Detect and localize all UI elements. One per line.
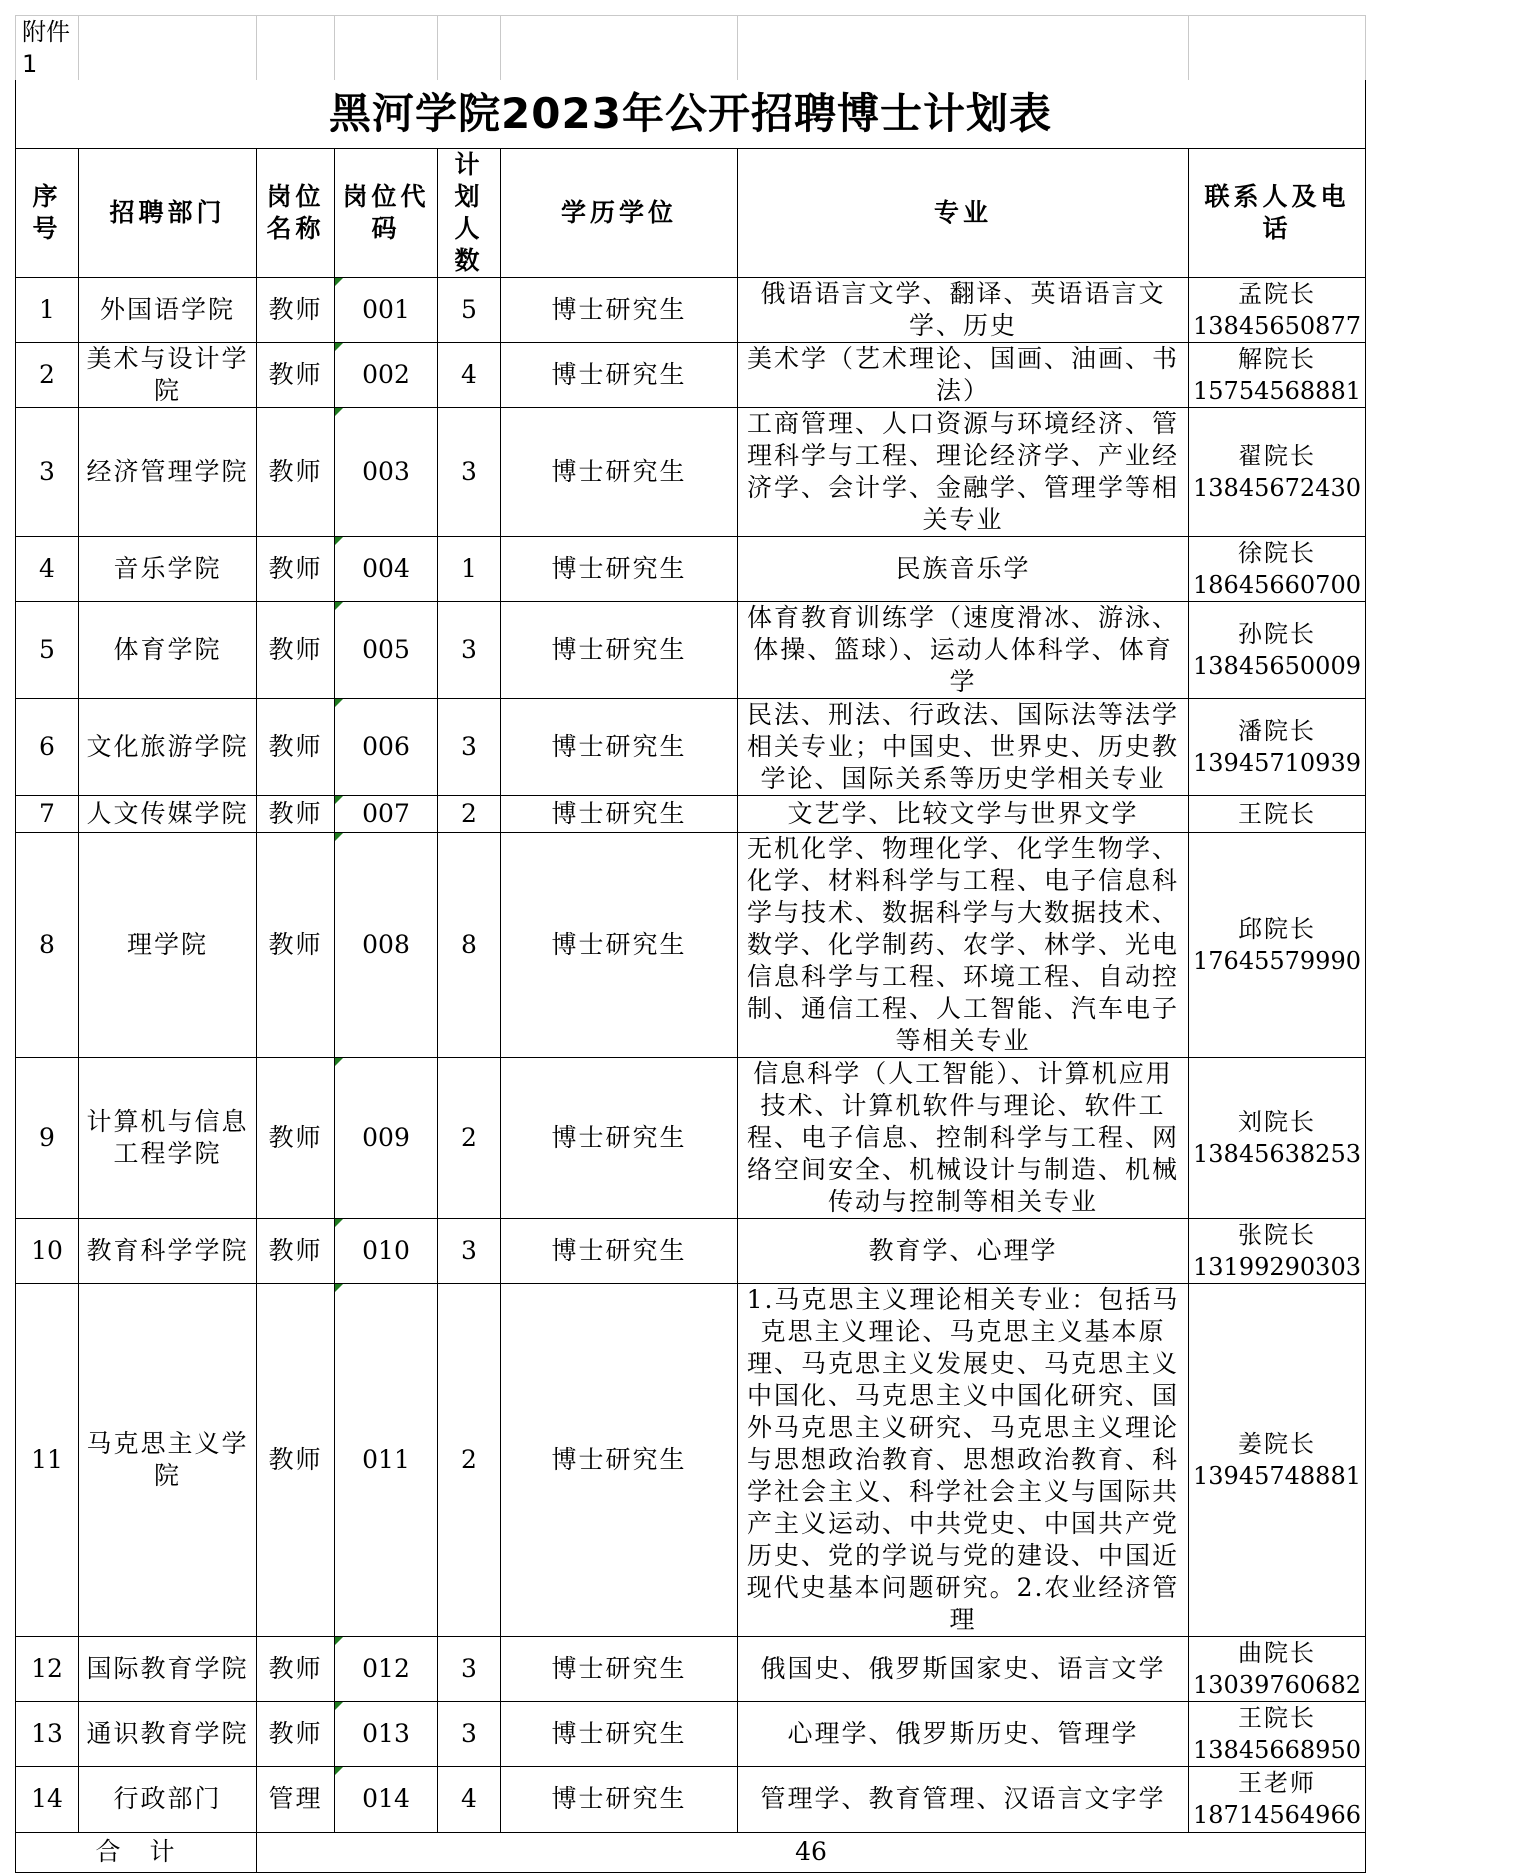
cell-marker-icon	[335, 1219, 343, 1227]
cell-index: 5	[16, 601, 79, 698]
cell-plan-count: 8	[438, 832, 501, 1057]
cell-major: 教育学、心理学	[738, 1218, 1189, 1283]
cell-position-code-text: 010	[362, 1235, 410, 1265]
cell-index: 3	[16, 407, 79, 536]
cell-index: 4	[16, 536, 79, 601]
cell-major: 信息科学（人工智能）、计算机应用技术、计算机软件与理论、软件工程、电子信息、控制科学与工程、网络空间安全、机械设计与制造、机械传动与控制等相关专业	[738, 1057, 1189, 1218]
cell-marker-icon	[335, 833, 343, 841]
cell-position-code	[335, 1218, 438, 1283]
cell-contact	[1189, 342, 1366, 407]
table-row	[16, 1057, 1366, 1218]
cell-position-name: 教师	[257, 1218, 335, 1283]
cell-education: 博士研究生	[501, 1766, 738, 1832]
cell-position-code-text: 003	[362, 456, 410, 486]
contact-phone: 18645660700	[1193, 570, 1361, 599]
cell-index: 9	[16, 1057, 79, 1218]
cell-marker-icon	[335, 278, 343, 286]
cell-department: 行政部门	[79, 1766, 257, 1832]
cell-contact	[1189, 1636, 1366, 1701]
cell-plan-count: 3	[438, 1636, 501, 1701]
attachment-label: 附件1	[16, 16, 79, 81]
cell-major: 心理学、俄罗斯历史、管理学	[738, 1701, 1189, 1766]
cell-index: 2	[16, 342, 79, 407]
cell-position-code-text: 001	[362, 294, 410, 324]
contact-name: 刘院长	[1238, 1107, 1316, 1136]
table-row	[16, 277, 1366, 342]
contact-name: 王老师	[1238, 1769, 1316, 1797]
cell-position-code-text: 013	[362, 1718, 410, 1748]
cell-education: 博士研究生	[501, 601, 738, 698]
cell-contact	[1189, 1218, 1366, 1283]
cell-position-code-text: 014	[362, 1784, 410, 1813]
header-contact: 联系人及电话	[1189, 148, 1366, 277]
contact-name: 曲院长	[1238, 1638, 1316, 1667]
contact-phone: 17645579990	[1193, 946, 1361, 975]
table-row	[16, 407, 1366, 536]
contact-name: 邱院长	[1238, 914, 1316, 943]
contact-name: 姜院长	[1238, 1429, 1316, 1458]
cell-index: 7	[16, 795, 79, 832]
cell-position-name: 教师	[257, 1283, 335, 1636]
cell-position-name: 教师	[257, 601, 335, 698]
cell-contact	[1189, 795, 1366, 832]
cell-position-code-text: 008	[362, 929, 410, 959]
cell-position-name: 教师	[257, 832, 335, 1057]
cell-major: 无机化学、物理化学、化学生物学、化学、材料科学与工程、电子信息科学与技术、数据科学与大数据技术、数学、化学制药、农学、林学、光电信息科学与工程、环境工程、自动控制、通信工程、人工智能、汽车电子等相关专业	[738, 832, 1189, 1057]
cell-position-code-text: 012	[362, 1653, 410, 1683]
cell-department: 计算机与信息工程学院	[79, 1057, 257, 1218]
contact-name: 翟院长	[1238, 441, 1316, 470]
cell-position-code	[335, 277, 438, 342]
header-education: 学历学位	[501, 148, 738, 277]
cell-position-code	[335, 601, 438, 698]
cell-position-name: 教师	[257, 1057, 335, 1218]
cell-marker-icon	[335, 796, 343, 804]
cell-position-code	[335, 1283, 438, 1636]
cell-education: 博士研究生	[501, 1057, 738, 1218]
cell-position-code	[335, 342, 438, 407]
contact-phone: 15754568881	[1193, 376, 1361, 405]
cell-position-code	[335, 407, 438, 536]
cell-plan-count: 3	[438, 407, 501, 536]
cell-position-code-text: 002	[362, 359, 410, 389]
recruitment-sheet	[15, 15, 1366, 1873]
cell-index: 1	[16, 277, 79, 342]
table-row	[16, 1701, 1366, 1766]
total-value: 46	[257, 1832, 1366, 1872]
cell-marker-icon	[335, 1637, 343, 1645]
table-row	[16, 601, 1366, 698]
cell-major: 民法、刑法、行政法、国际法等法学相关专业；中国史、世界史、历史教学论、国际关系等历史学相关专业	[738, 698, 1189, 795]
table-row	[16, 795, 1366, 832]
cell-position-name: 教师	[257, 698, 335, 795]
recruitment-table	[15, 15, 1366, 1873]
cell-plan-count: 4	[438, 342, 501, 407]
cell-plan-count: 2	[438, 1283, 501, 1636]
cell-index: 6	[16, 698, 79, 795]
cell-marker-icon	[335, 1284, 343, 1292]
table-row	[16, 698, 1366, 795]
total-label: 合 计	[16, 1832, 257, 1872]
cell-contact	[1189, 1283, 1366, 1636]
cell-major: 体育教育训练学（速度滑冰、游泳、体操、篮球）、运动人体科学、体育学	[738, 601, 1189, 698]
cell-marker-icon	[335, 343, 343, 351]
total-row	[16, 1832, 1366, 1872]
cell-index: 14	[16, 1766, 79, 1832]
cell-department: 教育科学学院	[79, 1218, 257, 1283]
cell-plan-count: 3	[438, 698, 501, 795]
cell-position-code	[335, 1636, 438, 1701]
cell-education: 博士研究生	[501, 277, 738, 342]
contact-name: 王院长	[1238, 799, 1316, 828]
cell-department: 理学院	[79, 832, 257, 1057]
contact-phone: 13845672430	[1193, 473, 1361, 502]
table-row	[16, 1283, 1366, 1636]
cell-plan-count: 2	[438, 795, 501, 832]
header-position-name: 岗位名称	[257, 148, 335, 277]
cell-department: 音乐学院	[79, 536, 257, 601]
cell-marker-icon	[335, 408, 343, 416]
cell-department: 人文传媒学院	[79, 795, 257, 832]
contact-name: 孙院长	[1238, 619, 1316, 648]
cell-education: 博士研究生	[501, 1218, 738, 1283]
cell-marker-icon	[335, 537, 343, 545]
cell-department: 体育学院	[79, 601, 257, 698]
cell-contact	[1189, 407, 1366, 536]
contact-phone: 13845668950	[1193, 1735, 1361, 1764]
contact-phone: 13845650009	[1193, 651, 1361, 680]
table-row	[16, 536, 1366, 601]
cell-department: 国际教育学院	[79, 1636, 257, 1701]
cell-plan-count: 3	[438, 1701, 501, 1766]
contact-phone: 13199290303	[1193, 1252, 1361, 1281]
table-row	[16, 1636, 1366, 1701]
cell-department: 经济管理学院	[79, 407, 257, 536]
cell-marker-icon	[335, 1702, 343, 1710]
contact-name: 潘院长	[1238, 716, 1316, 745]
cell-position-name: 教师	[257, 1636, 335, 1701]
cell-position-name: 教师	[257, 795, 335, 832]
cell-index: 8	[16, 832, 79, 1057]
contact-name: 解院长	[1238, 344, 1316, 373]
contact-phone: 13945710939	[1193, 748, 1361, 777]
cell-plan-count: 4	[438, 1766, 501, 1832]
contact-name: 孟院长	[1238, 279, 1316, 308]
cell-contact	[1189, 1766, 1366, 1832]
cell-position-code-text: 005	[362, 634, 410, 664]
cell-position-name: 教师	[257, 342, 335, 407]
cell-index: 13	[16, 1701, 79, 1766]
cell-major: 1.马克思主义理论相关专业：包括马克思主义理论、马克思主义基本原理、马克思主义发展史、马克思主义中国化、马克思主义中国化研究、国外马克思主义研究、马克思主义理论与思想政治教育、思想政治教育、科学社会主义、科学社会主义与国际共产主义运动、中共党史、中国共产党历史、党的学说与党的建设、中国近现代史基本问题研究。2.农业经济管理	[738, 1283, 1189, 1636]
cell-contact	[1189, 832, 1366, 1057]
cell-major: 美术学（艺术理论、国画、油画、书法）	[738, 342, 1189, 407]
cell-position-code	[335, 1057, 438, 1218]
cell-contact	[1189, 601, 1366, 698]
cell-position-code	[335, 698, 438, 795]
cell-education: 博士研究生	[501, 407, 738, 536]
cell-position-code-text: 004	[362, 553, 410, 583]
cell-education: 博士研究生	[501, 795, 738, 832]
cell-position-code-text: 011	[362, 1444, 410, 1474]
cell-contact	[1189, 1057, 1366, 1218]
cell-plan-count: 2	[438, 1057, 501, 1218]
cell-marker-icon	[335, 1767, 343, 1775]
cell-education: 博士研究生	[501, 1701, 738, 1766]
contact-name: 王院长	[1238, 1703, 1316, 1732]
cell-major: 工商管理、人口资源与环境经济、管理科学与工程、理论经济学、产业经济学、会计学、金融学、管理学等相关专业	[738, 407, 1189, 536]
cell-position-code	[335, 1701, 438, 1766]
table-row	[16, 1766, 1366, 1832]
contact-name: 徐院长	[1238, 538, 1316, 567]
contact-phone: 18714564966	[1193, 1801, 1361, 1829]
cell-department: 通识教育学院	[79, 1701, 257, 1766]
cell-position-name: 教师	[257, 1701, 335, 1766]
header-department: 招聘部门	[79, 148, 257, 277]
cell-position-code	[335, 536, 438, 601]
cell-education: 博士研究生	[501, 342, 738, 407]
title-row	[16, 80, 1366, 148]
cell-marker-icon	[335, 602, 343, 610]
contact-phone: 13039760682	[1193, 1670, 1361, 1699]
contact-name: 张院长	[1238, 1220, 1316, 1249]
cell-contact	[1189, 536, 1366, 601]
table-row	[16, 1218, 1366, 1283]
cell-contact	[1189, 698, 1366, 795]
cell-plan-count: 1	[438, 536, 501, 601]
table-row	[16, 342, 1366, 407]
cell-position-name: 教师	[257, 536, 335, 601]
cell-education: 博士研究生	[501, 832, 738, 1057]
table-row	[16, 832, 1366, 1057]
cell-position-name: 教师	[257, 407, 335, 536]
cell-department: 马克思主义学院	[79, 1283, 257, 1636]
cell-plan-count: 3	[438, 601, 501, 698]
cell-marker-icon	[335, 699, 343, 707]
cell-major: 民族音乐学	[738, 536, 1189, 601]
contact-phone: 13845650877	[1193, 311, 1361, 340]
cell-position-code-text: 007	[362, 798, 410, 828]
cell-department: 文化旅游学院	[79, 698, 257, 795]
cell-education: 博士研究生	[501, 1283, 738, 1636]
contact-phone: 13945748881	[1193, 1461, 1361, 1490]
cell-position-code-text: 006	[362, 731, 410, 761]
page-title: 黑河学院2023年公开招聘博士计划表	[16, 80, 1366, 148]
cell-index: 10	[16, 1218, 79, 1283]
header-index: 序号	[16, 148, 79, 277]
cell-plan-count: 5	[438, 277, 501, 342]
cell-position-code	[335, 1766, 438, 1832]
cell-contact	[1189, 1701, 1366, 1766]
cell-major: 管理学、教育管理、汉语言文字学	[738, 1766, 1189, 1832]
cell-marker-icon	[335, 1058, 343, 1066]
header-position-code: 岗位代码	[335, 148, 438, 277]
cell-index: 12	[16, 1636, 79, 1701]
attachment-row	[16, 16, 1366, 81]
cell-department: 外国语学院	[79, 277, 257, 342]
header-row	[16, 148, 1366, 277]
cell-education: 博士研究生	[501, 698, 738, 795]
cell-position-name: 教师	[257, 277, 335, 342]
cell-position-code	[335, 795, 438, 832]
cell-contact	[1189, 277, 1366, 342]
cell-major: 俄国史、俄罗斯国家史、语言文学	[738, 1636, 1189, 1701]
cell-major: 文艺学、比较文学与世界文学	[738, 795, 1189, 832]
cell-education: 博士研究生	[501, 1636, 738, 1701]
cell-plan-count: 3	[438, 1218, 501, 1283]
cell-position-code-text: 009	[362, 1122, 410, 1152]
cell-position-code	[335, 832, 438, 1057]
cell-department: 美术与设计学院	[79, 342, 257, 407]
header-major: 专业	[738, 148, 1189, 277]
cell-index: 11	[16, 1283, 79, 1636]
header-plan-count: 计划人数	[438, 148, 501, 277]
cell-position-name: 管理	[257, 1766, 335, 1832]
cell-education: 博士研究生	[501, 536, 738, 601]
contact-phone: 13845638253	[1193, 1139, 1361, 1168]
cell-major: 俄语语言文学、翻译、英语语言文学、历史	[738, 277, 1189, 342]
